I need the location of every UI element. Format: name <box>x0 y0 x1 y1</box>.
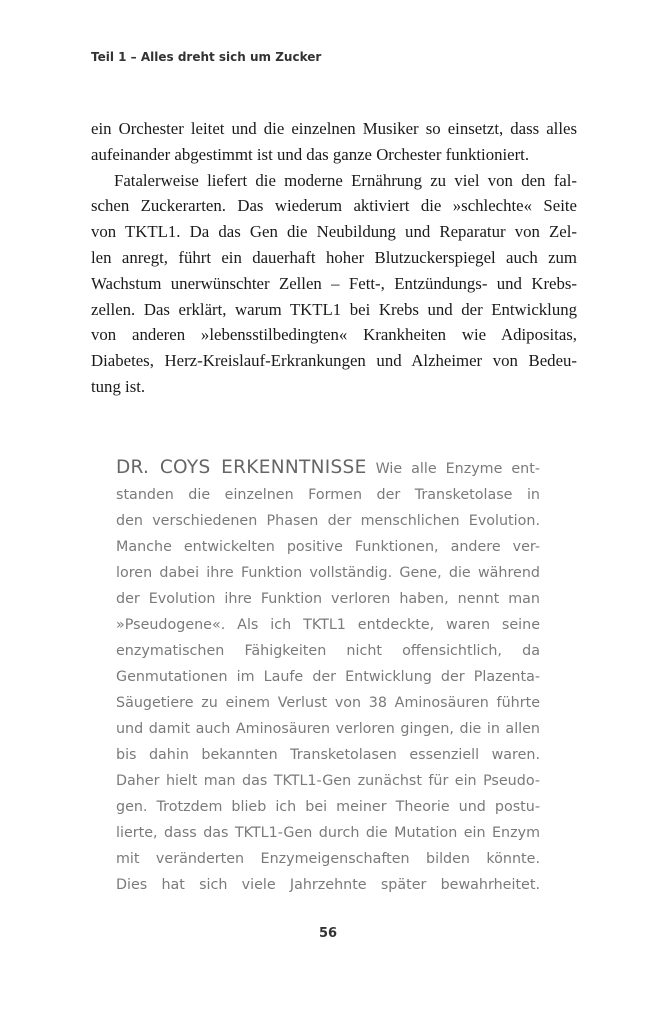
body-line: Wachstum unerwünschter Zellen – Fett-, Entzündungs- und Krebs- <box>91 273 577 293</box>
body-line: Fatalerweise liefert die moderne Ernährung zu viel von den fal- <box>114 170 577 190</box>
info-box-line: bis dahin bekannten Transketolasen essenziell waren. <box>116 747 540 763</box>
body-line: ein Orchester leitet und die einzelnen Musiker so einsetzt, dass alles <box>91 119 577 138</box>
info-box-line: loren dabei ihre Funktion vollständig. Gene, die während <box>116 565 540 581</box>
info-box-line: der Evolution ihre Funktion verloren haben, nennt man <box>116 591 540 607</box>
info-box-line: und damit auch Aminosäuren verloren gingen, die in allen <box>116 721 540 737</box>
body-paragraphs <box>91 116 577 400</box>
info-box-line: »Pseudogene«. Als ich TKTL1 entdeckte, waren seine <box>116 617 540 633</box>
body-line: len anregt, führt ein dauerhaft hoher Blutzuckerspiegel auch zum <box>91 247 577 267</box>
info-box-line: gen. Trotzdem blieb ich bei meiner Theorie und postu- <box>116 799 540 815</box>
info-box-first-line <box>116 455 540 482</box>
info-box-line: enzymatischen Fähigkeiten nicht offensichtlich, da <box>116 643 540 659</box>
info-box-line: Säugetiere zu einem Verlust von 38 Aminosäuren führte <box>116 695 540 711</box>
body-line: von TKTL1. Da das Gen die Neubildung und Reparatur von Zel- <box>91 222 577 242</box>
info-box-line: den verschiedenen Phasen der menschlichen Evolution. <box>116 513 540 529</box>
info-box-line: Dies hat sich viele Jahrzehnte später bewahrheitet. <box>116 877 540 893</box>
body-line: aufeinander abgestimmt ist und das ganze Orchester funktioniert. <box>91 144 530 164</box>
info-box-title: DR. COYS ERKENNTNISSE <box>116 457 367 478</box>
info-box-line: Manche entwickelten positive Funktionen, andere ver- <box>116 539 540 555</box>
info-box-line: standen die einzelnen Formen der Transketolase in <box>116 487 540 503</box>
info-box-line: Daher hielt man das TKTL1-Gen zunächst für ein Pseudo- <box>116 773 540 789</box>
info-box-line: mit veränderten Enzymeigenschaften bilden könnte. <box>116 851 540 867</box>
info-box-line: Genmutationen im Laufe der Entwicklung der Plazenta- <box>116 669 540 685</box>
page-number: 56 <box>318 926 338 941</box>
body-line: tung ist. <box>91 376 146 396</box>
running-head: Teil 1 – Alles dreht sich um Zucker <box>91 50 322 64</box>
info-box-line: lierte, dass das TKTL1-Gen durch die Mutation ein Enzym <box>116 825 540 841</box>
body-line: von anderen »lebensstilbedingten« Krankheiten wie Adipositas, <box>91 325 577 345</box>
body-line: Diabetes, Herz-Kreislauf-Erkrankungen und Alzheimer von Bedeu- <box>91 351 577 371</box>
info-box-line: Wie alle Enzyme ent- <box>375 461 540 477</box>
info-box <box>116 455 540 898</box>
body-line: schen Zuckerarten. Das wiederum aktiviert die »schlechte« Seite <box>91 196 577 216</box>
body-line: zellen. Das erklärt, warum TKTL1 bei Krebs und der Entwicklung <box>91 299 577 319</box>
